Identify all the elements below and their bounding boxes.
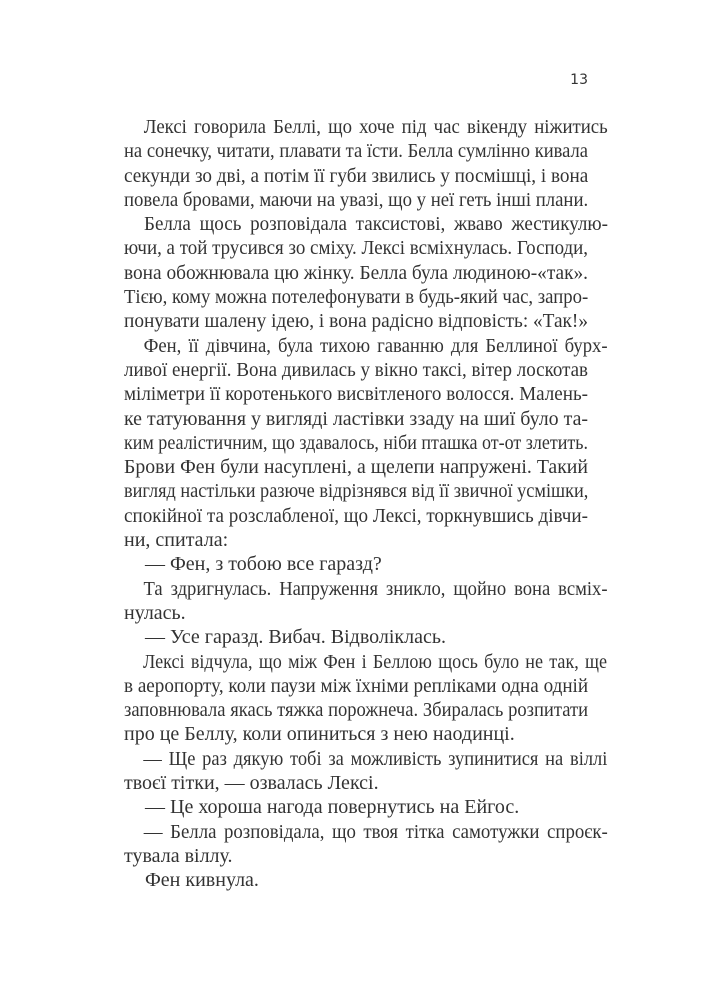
text-line: ке татуювання у вигляді ластівки ззаду на шиї було та-: [124, 407, 589, 430]
text-line: ни, спитала:: [124, 529, 229, 552]
text-line: Лексі відчула, що між Фен і Беллою щось було не так, ще: [142, 650, 607, 673]
text-line: ючи, а той трусився зо сміху. Лексі всміхнулась. Господи,: [124, 237, 589, 260]
text-line: нулась.: [124, 601, 186, 624]
text-line: Лексі говорила Беллі, що хоче під час вікенду ніжитись: [143, 116, 608, 138]
text-line: — Фен, з тобою все гаразд?: [145, 553, 382, 576]
text-line: ливої енергії. Вона дивилась у вікно таксі, вітер лоскотав: [124, 358, 588, 381]
text-line: вигляд настільки разюче відрізнявся від її звичної усмішки,: [124, 480, 589, 503]
page-number: 13: [570, 72, 588, 88]
text-line: на сонечку, читати, плавати та їсти. Белла сумлінно кивала: [124, 140, 588, 163]
text-line: Фен, її дівчина, була тихою гаванню для Беллиної бурх-: [143, 334, 608, 357]
text-line: в аеропорту, коли паузи між їхніми репліками одна одній: [124, 674, 589, 697]
text-line: ким реалістичним, що здавалось, ніби пташка от-от злетить.: [124, 431, 588, 454]
text-line: секунди зо дві, а потім її губи звились у посмішці, і вона: [124, 164, 589, 187]
text-line: заповнювала якась тяжка порожнеча. Збиралась розпитати: [124, 699, 588, 722]
text-line: Тією, кому можна потелефонувати в будь-який час, запро-: [124, 286, 589, 309]
text-line: — Це хороша нагода повернутись на Ейгос.: [145, 796, 520, 819]
text-line: міліметри її коротенького висвітленого волосся. Малень-: [124, 383, 588, 406]
text-line: твоєї тітки, — озвалась Лексі.: [124, 772, 379, 795]
text-line: про це Беллу, коли опиниться з нею наодинці.: [124, 723, 515, 746]
text-line: Белла щось розповідала таксистові, жваво жестикулю-: [144, 213, 609, 236]
text-line: Фен кивнула.: [145, 869, 259, 892]
text-line: понувати шалену ідею, і вона радісно відповість: «Так!»: [124, 310, 588, 333]
text-line: вона обожнювала цю жінку. Белла була людиною-«так».: [124, 261, 588, 284]
text-line: — Ще раз дякую тобі за можливість зупинитися на віллі: [143, 747, 608, 770]
text-line: Брови Фен були насуплені, а щелепи напружені. Такий: [124, 456, 588, 479]
text-line: тувала віллу.: [124, 844, 233, 867]
text-line: спокійної та розслабленої, що Лексі, торкнувшись дівчи-: [124, 504, 588, 527]
body-text: [124, 115, 609, 893]
text-line: повела бровами, маючи на увазі, що у неї геть інші плани.: [124, 188, 589, 211]
text-line: Та здригнулась. Напруження зникло, щойно вона всміх-: [143, 577, 608, 600]
text-line: — Усе гаразд. Вибач. Відволіклась.: [145, 626, 447, 649]
text-line: — Белла розповідала, що твоя тітка самотужки спроєк-: [143, 820, 608, 843]
